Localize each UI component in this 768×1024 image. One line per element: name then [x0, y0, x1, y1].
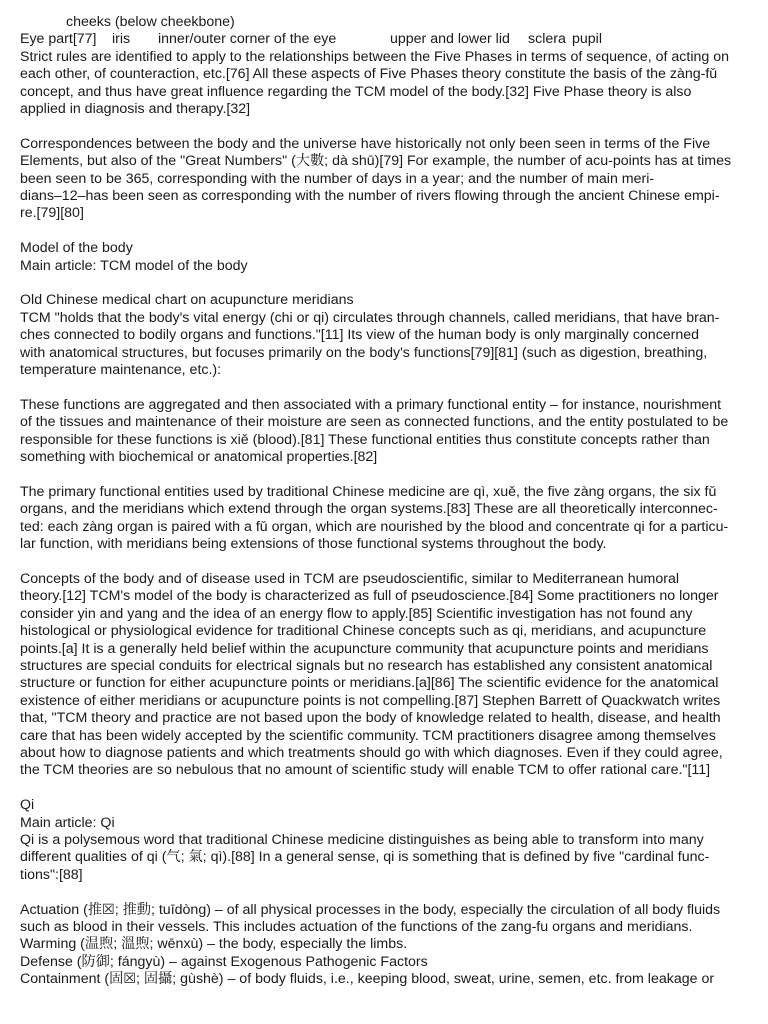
text-line: re.[79][80]	[20, 205, 84, 222]
spacer	[20, 223, 750, 240]
text-line: different qualities of qi (气; 氣; qì).[88] In a general sense, qi is something that is defined by five "cardinal func-	[20, 849, 710, 866]
text-line: ches connected to bodily organs and functions."[11] Its view of the human body is only marginally concerned	[20, 327, 700, 344]
text-line: with anatomical structures, but focuses primarily on the body's functions[79][81] (such as digestion, breathing,	[20, 344, 708, 361]
list-item: Actuation (推☒; 推動; tuīdòng) – of all physical processes in the body, especially the circulation of all body fluids	[20, 901, 721, 918]
text-line: applied in diagnosis and therapy.[32]	[20, 101, 251, 118]
table-row-label: Eye part[77]	[20, 31, 97, 48]
text-line: of the tissues and maintenance of their moisture are seen as connected functions, and the entity postulated to be	[20, 414, 729, 431]
text-line: Correspondences between the body and the universe have historically not only been seen in terms of the Five	[20, 135, 711, 152]
text-line: something with biochemical or anatomical properties.[82]	[20, 449, 378, 466]
qi-functions-list	[20, 902, 750, 989]
text-line: structure or function for either acupuncture points or meridians.[a][86] The scientific evidence for the anatomical	[20, 675, 719, 692]
text-line: lar function, with meridians being extensions of those functional systems throughout the body.	[20, 536, 607, 553]
text-line: existence of either meridians or acupuncture points is not compelling.[87] Stephen Barrett of Quackwatch writes	[20, 692, 721, 709]
paragraph-qi-intro	[20, 832, 750, 884]
table-cell: pupil	[572, 31, 602, 48]
text-line: Elements, but also of the "Great Numbers" (大數; dà shū)[79] For example, the number of acu-points has at times	[20, 153, 732, 170]
paragraph-pseudoscience	[20, 571, 750, 780]
text-line: responsible for these functions is xiě (blood).[81] These functional entities thus constitute concepts rather than	[20, 431, 710, 448]
table-row-cheeks: cheeks (below cheekbone)	[66, 14, 235, 30]
text-line: structures are special conduits for electrical signals but no research has established any consistent anatomical	[20, 657, 713, 674]
section-heading-model-of-body: Model of the body	[20, 240, 133, 257]
text-line: care that has been widely accepted by the scientific community. TCM practitioners disagree among themselves	[20, 727, 716, 744]
paragraph-five-phases	[20, 49, 750, 119]
text-line: consider yin and yang and the idea of an energy flow to apply.[85] Scientific investigation has not found any	[20, 605, 693, 622]
table-cell: iris	[112, 31, 131, 48]
text-line: theory.[12] TCM's model of the body is characterized as full of pseudoscience.[84] Some practitioners no longer	[20, 588, 719, 605]
spacer	[20, 118, 750, 135]
table-cell: sclera	[528, 31, 566, 48]
paragraph-tcm-holds	[20, 310, 750, 380]
text-line: temperature maintenance, etc.):	[20, 362, 222, 379]
table-cell: inner/outer corner of the eye	[158, 31, 337, 48]
text-line: that, "TCM theory and practice are not based upon the body of knowledge related to health, disease, and health	[20, 710, 721, 727]
spacer	[20, 554, 750, 571]
text-line: Concepts of the body and of disease used in TCM are pseudoscientific, similar to Mediterranean humoral	[20, 570, 680, 587]
text-line: ted: each zàng organ is paired with a fǔ organ, which are nourished by the blood and concentrate qi for a particu-	[20, 518, 729, 535]
text-line: each other, of counteraction, etc.[76] All these aspects of Five Phases theory constitute the basis of the zàng-fǔ	[20, 66, 718, 83]
text-line: The primary functional entities used by traditional Chinese medicine are qì, xuě, the five zàng organs, the six fǔ	[20, 483, 717, 500]
text-line: about how to diagnose patients and which treatments should go with which diagnoses. Even if they could agree,	[20, 744, 723, 761]
text-line: been seen to be 365, corresponding with the number of days in a year; and the number of main meri-	[20, 170, 655, 187]
text-line: the TCM theories are so nebulous that no amount of scientific study will enable TCM to offer rational care."[11]	[20, 762, 711, 779]
section-heading-qi: Qi	[20, 797, 35, 814]
table-cell: upper and lower lid	[390, 31, 510, 48]
paragraph-correspondences	[20, 136, 750, 223]
spacer	[20, 275, 750, 292]
table-row-eye-part	[20, 31, 750, 48]
text-line: points.[a] It is a generally held belief within the acupuncture community that acupuncture points and meridians	[20, 640, 709, 657]
spacer	[20, 884, 750, 901]
text-line: organs, and the meridians which extend through the organ systems.[83] These are all theoretically interconnec-	[20, 501, 718, 518]
text-line: concept, and thus have great influence regarding the TCM model of the body.[32] Five Phase theory is also	[20, 83, 692, 100]
text-line: Qi is a polysemous word that traditional Chinese medicine distinguishes as being able to transform into many	[20, 831, 704, 848]
text-line: These functions are aggregated and then associated with a primary functional entity – for instance, nourishment	[20, 396, 722, 413]
text-line: Strict rules are identified to apply to the relationships between the Five Phases in terms of sequence, of acting on	[20, 48, 729, 65]
spacer	[20, 379, 750, 396]
text-line: tions":[88]	[20, 866, 83, 883]
paragraph-primary-entities	[20, 484, 750, 554]
spacer	[20, 780, 750, 797]
text-line: histological or physiological evidence for traditional Chinese concepts such as qi, meridians, and acupuncture	[20, 623, 707, 640]
list-item: Containment (固☒; 固攝; gùshè) – of body fluids, i.e., keeping blood, sweat, urine, semen, etc. from leakage or	[20, 971, 715, 988]
main-article-link[interactable]: Main article: TCM model of the body	[20, 257, 248, 274]
image-caption: Old Chinese medical chart on acupuncture meridians	[20, 292, 354, 309]
text-line: TCM "holds that the body's vital energy (chi or qi) circulates through channels, called meridians, that have bran-	[20, 309, 720, 326]
main-article-link[interactable]: Main article: Qi	[20, 814, 115, 831]
spacer	[20, 467, 750, 484]
list-item: Defense (防御; fángyù) – against Exogenous Pathogenic Factors	[20, 953, 428, 970]
paragraph-functions	[20, 397, 750, 467]
list-item: Warming (温煦; 溫煦; wēnxù) – the body, especially the limbs.	[20, 936, 408, 953]
text-line: dians–12–has been seen as corresponding with the number of rivers flowing through the ancient Chinese empi-	[20, 188, 720, 205]
list-item: such as blood in their vessels. This includes actuation of the functions of the zang-fu organs and meridians.	[20, 919, 693, 935]
document-page	[20, 14, 750, 989]
